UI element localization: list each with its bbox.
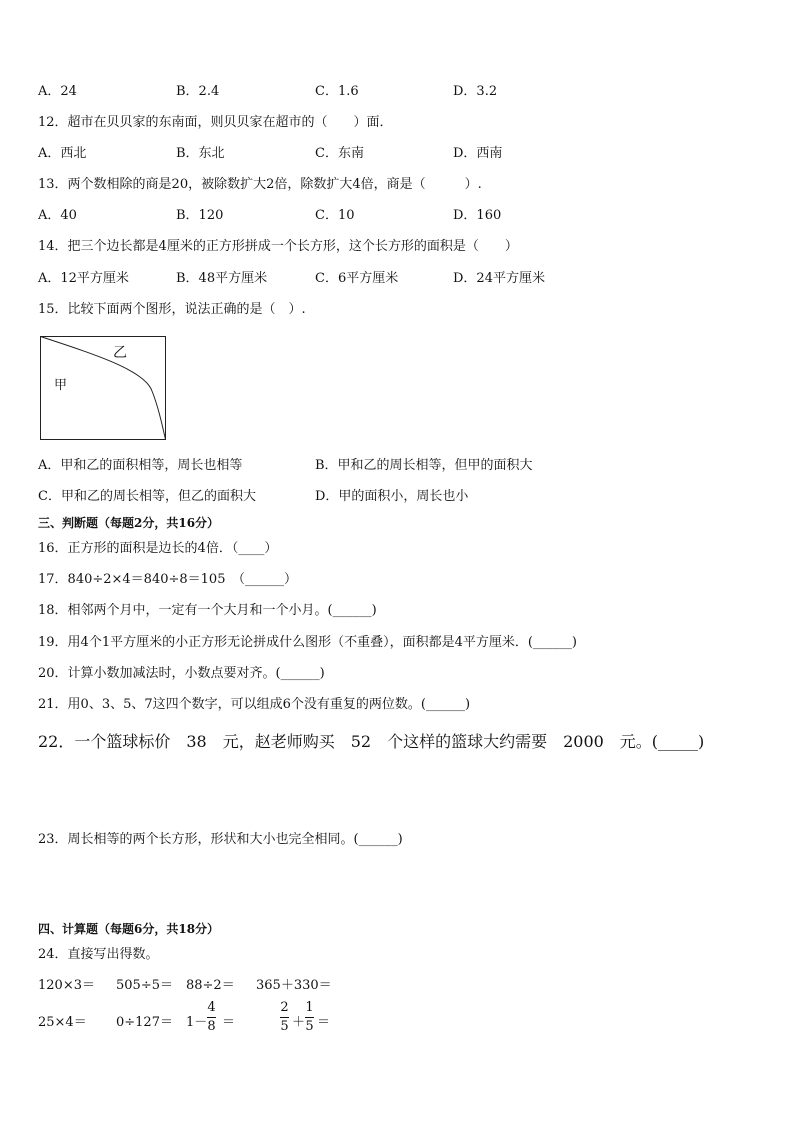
calc-2-2: 0÷127＝ — [116, 1015, 173, 1030]
q15-option-a: A．甲和乙的面积相等，周长也相等 — [38, 458, 243, 473]
region-label-yi: 乙 — [113, 345, 127, 361]
q20: 20．计算小数加减法时，小数点要对齐。(______) — [38, 666, 325, 681]
fraction-denominator: 8 — [207, 1019, 216, 1034]
fraction-numerator: 1 — [305, 1000, 314, 1015]
q11-option-a: A．24 — [38, 84, 77, 99]
q13-option-d: D．160 — [453, 208, 502, 223]
q13-option-b: B．120 — [176, 208, 224, 223]
q19: 19．用4个1平方厘米的小正方形无论拼成什么图形（不重叠），面积都是4平方厘米．(______) — [38, 635, 577, 650]
fraction-one-fifth — [305, 1001, 314, 1034]
calc-2-1: 25×4＝ — [38, 1015, 87, 1030]
q18: 18．相邻两个月中，一定有一个大月和一个小月。(______) — [38, 603, 377, 618]
q14-option-d: D．24平方厘米 — [453, 271, 545, 286]
section-4-title: 四、计算题（每题6分，共18分） — [38, 922, 220, 936]
region-label-jia: 甲 — [54, 378, 68, 393]
q22: 22．一个篮球标价 38 元，赵老师购买 52 个这样的篮球大约需要 2000 元。(_____) — [38, 732, 705, 751]
calc-2-3-equals: ＝ — [222, 1015, 236, 1030]
q12-option-c: C．东南 — [315, 146, 364, 161]
calc-1-1: 120×3＝ — [38, 978, 95, 993]
q13-stem: 13．两个数相除的商是20，被除数扩大2倍，除数扩大4倍，商是（ ）. — [38, 177, 482, 192]
q12-option-d: D．西南 — [453, 146, 503, 161]
q23: 23．周长相等的两个长方形，形状和大小也完全相同。(______) — [38, 832, 403, 847]
calc-1-4: 365＋330＝ — [256, 978, 332, 993]
q21: 21．用0、3、5、7这四个数字，可以组成6个没有重复的两位数。(______) — [38, 697, 471, 712]
calc-1-2: 505÷5＝ — [116, 978, 173, 993]
q15-option-b: B．甲和乙的周长相等，但甲的面积大 — [315, 458, 533, 473]
calc-2-3-prefix: 1－ — [186, 1015, 208, 1030]
q14-option-b: B．48平方厘米 — [176, 271, 268, 286]
q11-option-b: B．2.4 — [176, 84, 220, 99]
q14-option-a: A．12平方厘米 — [38, 271, 129, 286]
q15-option-c: C．甲和乙的周长相等，但乙的面积大 — [38, 489, 256, 504]
q16: 16．正方形的面积是边长的4倍．（____） — [38, 541, 278, 556]
q15-figure — [40, 336, 166, 440]
calc-2-4-equals: ＝ — [317, 1015, 331, 1030]
q13-option-c: C．10 — [315, 208, 355, 223]
calc-2-4-plus: ＋ — [292, 1015, 306, 1030]
q11-option-d: D．3.2 — [453, 84, 498, 99]
q15-stem: 15．比较下面两个图形，说法正确的是（ ）. — [38, 302, 306, 317]
fraction-numerator: 2 — [280, 1000, 289, 1015]
q13-option-a: A．40 — [38, 208, 77, 223]
q17: 17．840÷2×4＝840÷8＝105 （______） — [38, 572, 297, 587]
q14-stem: 14．把三个边长都是4厘米的正方形拼成一个长方形，这个长方形的面积是（ ） — [38, 239, 518, 254]
section-3-title: 三、判断题（每题2分，共16分） — [38, 516, 220, 530]
q15-option-d: D．甲的面积小，周长也小 — [315, 489, 469, 504]
calc-1-3: 88÷2＝ — [186, 978, 235, 993]
fraction-denominator: 5 — [305, 1019, 314, 1034]
q14-option-c: C．6平方厘米 — [315, 271, 399, 286]
q11-option-c: C．1.6 — [315, 84, 359, 99]
q12-option-a: A．西北 — [38, 146, 87, 161]
q12-option-b: B．东北 — [176, 146, 225, 161]
fraction-numerator: 4 — [207, 1000, 216, 1015]
fraction-two-fifths — [280, 1001, 289, 1034]
fraction-four-eighths — [207, 1001, 216, 1034]
q12-stem: 12．超市在贝贝家的东南面，则贝贝家在超市的（ ）面． — [38, 115, 393, 130]
q24-stem: 24．直接写出得数。 — [38, 947, 159, 962]
fraction-denominator: 5 — [280, 1019, 289, 1034]
